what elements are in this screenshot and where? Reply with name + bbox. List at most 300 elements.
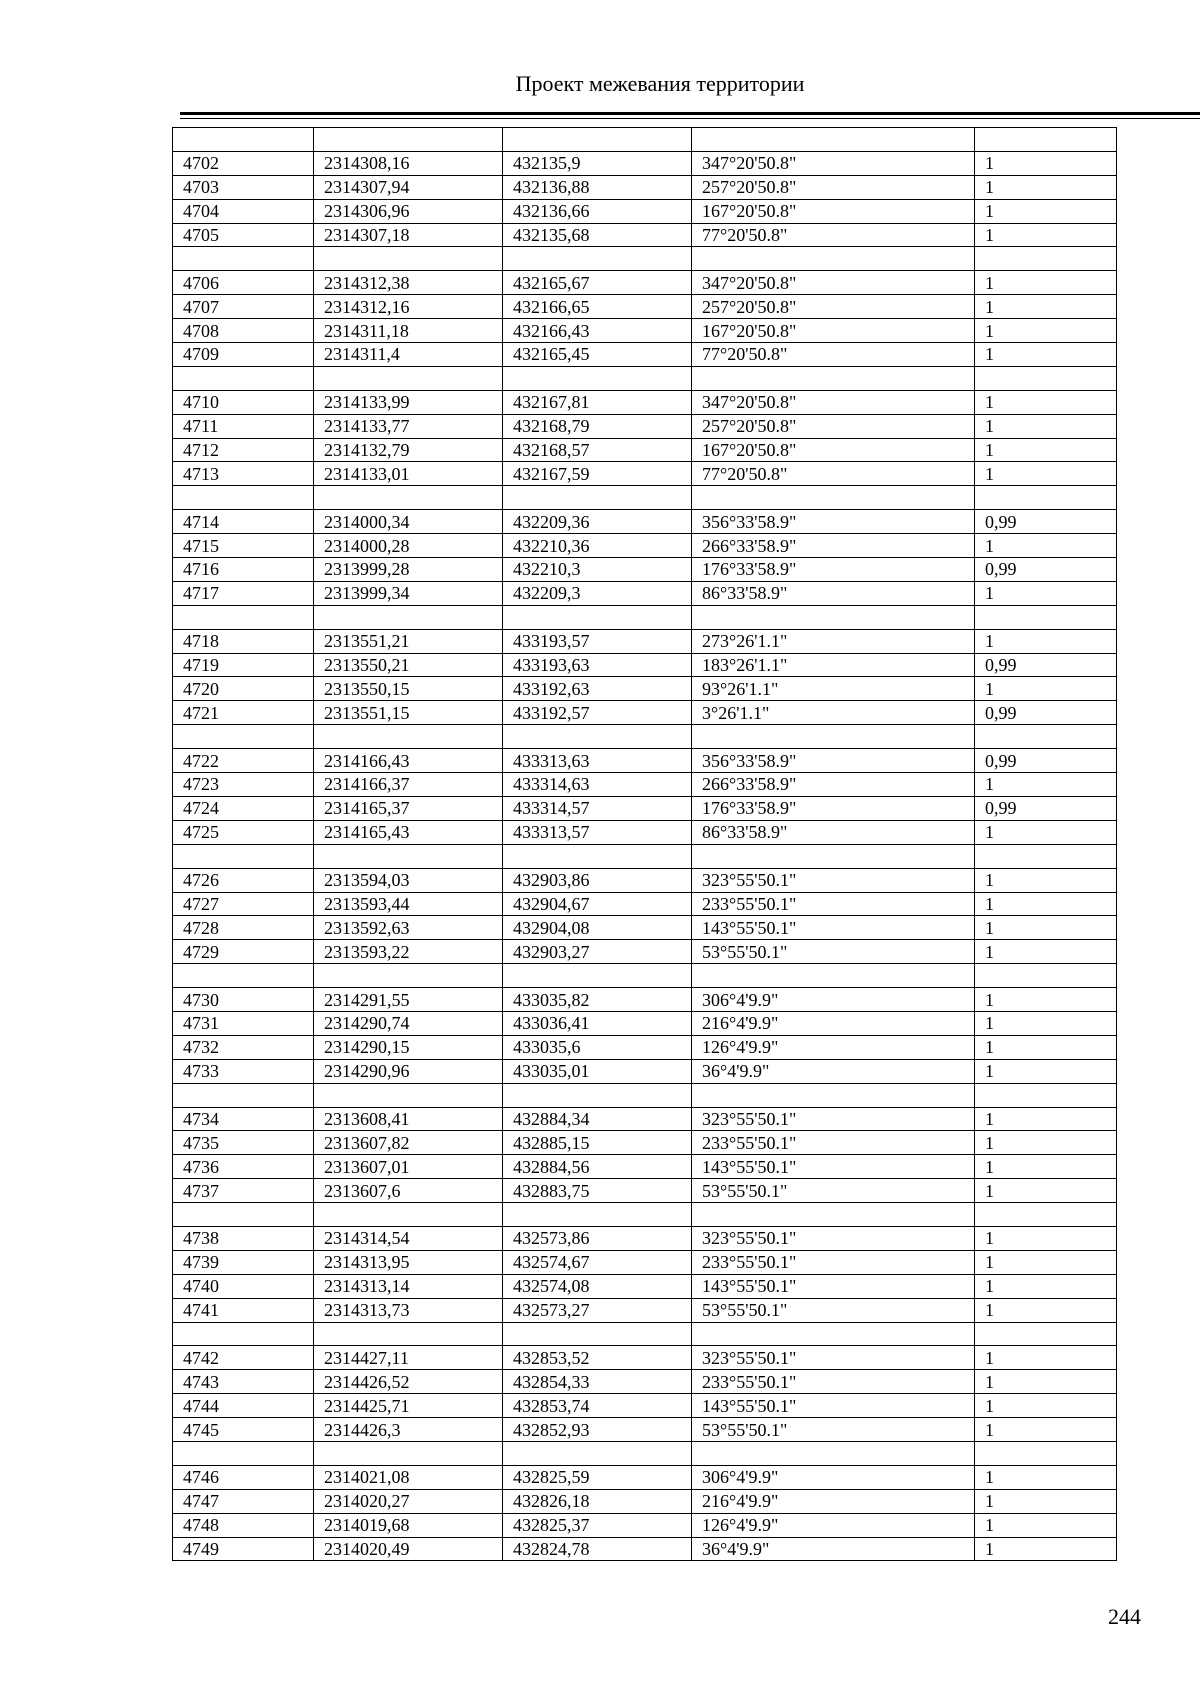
direction-angle-cell: 257°20'50.8" bbox=[692, 414, 975, 438]
point-number-cell: 4736 bbox=[173, 1155, 314, 1179]
direction-angle-cell: 53°55'50.1" bbox=[692, 1179, 975, 1203]
point-number-cell bbox=[173, 486, 314, 510]
table-row bbox=[173, 1513, 1117, 1537]
x-coordinate-cell: 2314000,28 bbox=[314, 534, 503, 558]
y-coordinate-cell: 432904,08 bbox=[503, 916, 692, 940]
y-coordinate-cell: 432574,67 bbox=[503, 1250, 692, 1274]
table-row bbox=[173, 1489, 1117, 1513]
point-number-cell: 4749 bbox=[173, 1537, 314, 1561]
x-coordinate-cell bbox=[314, 844, 503, 868]
point-number-cell bbox=[173, 128, 314, 152]
point-number-cell bbox=[173, 1203, 314, 1227]
direction-angle-cell: 356°33'58.9" bbox=[692, 510, 975, 534]
distance-cell: 1 bbox=[975, 1011, 1117, 1035]
table-row bbox=[173, 868, 1117, 892]
distance-cell bbox=[975, 605, 1117, 629]
table-row bbox=[173, 1298, 1117, 1322]
x-coordinate-cell: 2314426,3 bbox=[314, 1418, 503, 1442]
x-coordinate-cell: 2314290,15 bbox=[314, 1035, 503, 1059]
point-number-cell: 4710 bbox=[173, 390, 314, 414]
x-coordinate-cell: 2313999,28 bbox=[314, 558, 503, 582]
direction-angle-cell bbox=[692, 725, 975, 749]
table-row bbox=[173, 892, 1117, 916]
distance-cell: 1 bbox=[975, 1059, 1117, 1083]
point-number-cell: 4746 bbox=[173, 1465, 314, 1489]
table-row bbox=[173, 1274, 1117, 1298]
direction-angle-cell bbox=[692, 1441, 975, 1465]
direction-angle-cell: 257°20'50.8" bbox=[692, 175, 975, 199]
y-coordinate-cell bbox=[503, 128, 692, 152]
y-coordinate-cell: 432168,79 bbox=[503, 414, 692, 438]
y-coordinate-cell: 433314,63 bbox=[503, 773, 692, 797]
distance-cell: 1 bbox=[975, 343, 1117, 367]
table-row bbox=[173, 414, 1117, 438]
direction-angle-cell: 323°55'50.1" bbox=[692, 1226, 975, 1250]
direction-angle-cell: 347°20'50.8" bbox=[692, 390, 975, 414]
y-coordinate-cell bbox=[503, 844, 692, 868]
point-number-cell: 4728 bbox=[173, 916, 314, 940]
direction-angle-cell: 167°20'50.8" bbox=[692, 438, 975, 462]
y-coordinate-cell: 432135,9 bbox=[503, 151, 692, 175]
page-number: 244 bbox=[1108, 1604, 1141, 1629]
point-number-cell: 4735 bbox=[173, 1131, 314, 1155]
distance-cell bbox=[975, 1083, 1117, 1107]
point-number-cell: 4704 bbox=[173, 199, 314, 223]
distance-cell: 1 bbox=[975, 1489, 1117, 1513]
y-coordinate-cell: 432573,86 bbox=[503, 1226, 692, 1250]
y-coordinate-cell: 432166,65 bbox=[503, 295, 692, 319]
table-row bbox=[173, 677, 1117, 701]
y-coordinate-cell: 432136,66 bbox=[503, 199, 692, 223]
direction-angle-cell: 356°33'58.9" bbox=[692, 749, 975, 773]
point-number-cell: 4721 bbox=[173, 701, 314, 725]
coordinates-table-body bbox=[173, 128, 1117, 1561]
x-coordinate-cell bbox=[314, 1322, 503, 1346]
y-coordinate-cell bbox=[503, 1441, 692, 1465]
direction-angle-cell: 176°33'58.9" bbox=[692, 796, 975, 820]
separator-row bbox=[173, 964, 1117, 988]
y-coordinate-cell: 432903,86 bbox=[503, 868, 692, 892]
x-coordinate-cell: 2314314,54 bbox=[314, 1226, 503, 1250]
table-row bbox=[173, 1250, 1117, 1274]
point-number-cell: 4722 bbox=[173, 749, 314, 773]
table-row bbox=[173, 1465, 1117, 1489]
y-coordinate-cell bbox=[503, 247, 692, 271]
x-coordinate-cell: 2313607,6 bbox=[314, 1179, 503, 1203]
direction-angle-cell: 323°55'50.1" bbox=[692, 1107, 975, 1131]
x-coordinate-cell: 2314133,99 bbox=[314, 390, 503, 414]
direction-angle-cell: 36°4'9.9" bbox=[692, 1537, 975, 1561]
direction-angle-cell: 77°20'50.8" bbox=[692, 343, 975, 367]
point-number-cell: 4719 bbox=[173, 653, 314, 677]
table-row bbox=[173, 1011, 1117, 1035]
separator-row bbox=[173, 366, 1117, 390]
table-row bbox=[173, 558, 1117, 582]
x-coordinate-cell: 2314019,68 bbox=[314, 1513, 503, 1537]
y-coordinate-cell: 432573,27 bbox=[503, 1298, 692, 1322]
point-number-cell: 4726 bbox=[173, 868, 314, 892]
x-coordinate-cell: 2313607,82 bbox=[314, 1131, 503, 1155]
point-number-cell: 4713 bbox=[173, 462, 314, 486]
separator-row bbox=[173, 605, 1117, 629]
distance-cell: 0,99 bbox=[975, 558, 1117, 582]
y-coordinate-cell: 432824,78 bbox=[503, 1537, 692, 1561]
x-coordinate-cell: 2313592,63 bbox=[314, 916, 503, 940]
point-number-cell: 4742 bbox=[173, 1346, 314, 1370]
x-coordinate-cell: 2313593,22 bbox=[314, 940, 503, 964]
distance-cell bbox=[975, 1441, 1117, 1465]
direction-angle-cell: 233°55'50.1" bbox=[692, 892, 975, 916]
point-number-cell: 4739 bbox=[173, 1250, 314, 1274]
y-coordinate-cell: 433313,57 bbox=[503, 820, 692, 844]
x-coordinate-cell: 2314132,79 bbox=[314, 438, 503, 462]
x-coordinate-cell: 2314307,18 bbox=[314, 223, 503, 247]
distance-cell bbox=[975, 1322, 1117, 1346]
y-coordinate-cell: 432903,27 bbox=[503, 940, 692, 964]
point-number-cell: 4716 bbox=[173, 558, 314, 582]
y-coordinate-cell bbox=[503, 1203, 692, 1227]
distance-cell: 1 bbox=[975, 1394, 1117, 1418]
distance-cell bbox=[975, 1203, 1117, 1227]
separator-row bbox=[173, 725, 1117, 749]
table-row bbox=[173, 701, 1117, 725]
table-row bbox=[173, 1107, 1117, 1131]
point-number-cell: 4702 bbox=[173, 151, 314, 175]
x-coordinate-cell: 2314290,74 bbox=[314, 1011, 503, 1035]
point-number-cell bbox=[173, 366, 314, 390]
table-row bbox=[173, 462, 1117, 486]
distance-cell: 1 bbox=[975, 1513, 1117, 1537]
point-number-cell bbox=[173, 1441, 314, 1465]
x-coordinate-cell: 2313550,15 bbox=[314, 677, 503, 701]
x-coordinate-cell: 2314313,14 bbox=[314, 1274, 503, 1298]
x-coordinate-cell: 2314166,43 bbox=[314, 749, 503, 773]
point-number-cell: 4705 bbox=[173, 223, 314, 247]
direction-angle-cell: 143°55'50.1" bbox=[692, 916, 975, 940]
direction-angle-cell: 323°55'50.1" bbox=[692, 1346, 975, 1370]
direction-angle-cell bbox=[692, 605, 975, 629]
distance-cell: 1 bbox=[975, 1346, 1117, 1370]
separator-row bbox=[173, 1083, 1117, 1107]
direction-angle-cell: 266°33'58.9" bbox=[692, 773, 975, 797]
table-row bbox=[173, 1155, 1117, 1179]
x-coordinate-cell: 2313607,01 bbox=[314, 1155, 503, 1179]
y-coordinate-cell: 432209,3 bbox=[503, 581, 692, 605]
y-coordinate-cell: 432209,36 bbox=[503, 510, 692, 534]
x-coordinate-cell bbox=[314, 725, 503, 749]
distance-cell bbox=[975, 964, 1117, 988]
distance-cell: 1 bbox=[975, 868, 1117, 892]
x-coordinate-cell: 2313594,03 bbox=[314, 868, 503, 892]
direction-angle-cell: 183°26'1.1" bbox=[692, 653, 975, 677]
y-coordinate-cell: 433192,57 bbox=[503, 701, 692, 725]
distance-cell: 1 bbox=[975, 319, 1117, 343]
distance-cell: 1 bbox=[975, 1537, 1117, 1561]
table-row bbox=[173, 653, 1117, 677]
x-coordinate-cell: 2314290,96 bbox=[314, 1059, 503, 1083]
y-coordinate-cell: 432166,43 bbox=[503, 319, 692, 343]
x-coordinate-cell: 2314021,08 bbox=[314, 1465, 503, 1489]
distance-cell: 1 bbox=[975, 581, 1117, 605]
y-coordinate-cell: 433192,63 bbox=[503, 677, 692, 701]
page-header-title: Проект межевания территории bbox=[515, 71, 805, 96]
distance-cell bbox=[975, 128, 1117, 152]
point-number-cell bbox=[173, 605, 314, 629]
x-coordinate-cell: 2314425,71 bbox=[314, 1394, 503, 1418]
point-number-cell: 4738 bbox=[173, 1226, 314, 1250]
table-row bbox=[173, 916, 1117, 940]
point-number-cell: 4741 bbox=[173, 1298, 314, 1322]
direction-angle-cell bbox=[692, 844, 975, 868]
direction-angle-cell: 143°55'50.1" bbox=[692, 1274, 975, 1298]
direction-angle-cell: 86°33'58.9" bbox=[692, 820, 975, 844]
separator-row bbox=[173, 486, 1117, 510]
distance-cell: 1 bbox=[975, 1250, 1117, 1274]
direction-angle-cell: 216°4'9.9" bbox=[692, 1489, 975, 1513]
direction-angle-cell: 167°20'50.8" bbox=[692, 199, 975, 223]
x-coordinate-cell bbox=[314, 247, 503, 271]
y-coordinate-cell: 432210,36 bbox=[503, 534, 692, 558]
point-number-cell: 4729 bbox=[173, 940, 314, 964]
table-row bbox=[173, 581, 1117, 605]
y-coordinate-cell bbox=[503, 964, 692, 988]
header-rule-thin bbox=[180, 118, 1200, 119]
separator-row bbox=[173, 1203, 1117, 1227]
table-row bbox=[173, 1179, 1117, 1203]
distance-cell: 1 bbox=[975, 223, 1117, 247]
table-row bbox=[173, 1131, 1117, 1155]
point-number-cell: 4727 bbox=[173, 892, 314, 916]
direction-angle-cell: 77°20'50.8" bbox=[692, 462, 975, 486]
point-number-cell: 4709 bbox=[173, 343, 314, 367]
direction-angle-cell: 143°55'50.1" bbox=[692, 1394, 975, 1418]
direction-angle-cell: 176°33'58.9" bbox=[692, 558, 975, 582]
x-coordinate-cell: 2313593,44 bbox=[314, 892, 503, 916]
direction-angle-cell: 53°55'50.1" bbox=[692, 1298, 975, 1322]
point-number-cell: 4714 bbox=[173, 510, 314, 534]
distance-cell bbox=[975, 844, 1117, 868]
table-row bbox=[173, 940, 1117, 964]
point-number-cell: 4740 bbox=[173, 1274, 314, 1298]
x-coordinate-cell bbox=[314, 1083, 503, 1107]
table-row bbox=[173, 1537, 1117, 1561]
direction-angle-cell: 167°20'50.8" bbox=[692, 319, 975, 343]
point-number-cell bbox=[173, 1083, 314, 1107]
point-number-cell: 4724 bbox=[173, 796, 314, 820]
y-coordinate-cell bbox=[503, 605, 692, 629]
point-number-cell: 4717 bbox=[173, 581, 314, 605]
direction-angle-cell bbox=[692, 1083, 975, 1107]
y-coordinate-cell bbox=[503, 1322, 692, 1346]
distance-cell: 0,99 bbox=[975, 749, 1117, 773]
direction-angle-cell bbox=[692, 366, 975, 390]
point-number-cell: 4737 bbox=[173, 1179, 314, 1203]
point-number-cell bbox=[173, 725, 314, 749]
distance-cell: 1 bbox=[975, 151, 1117, 175]
direction-angle-cell bbox=[692, 128, 975, 152]
distance-cell: 0,99 bbox=[975, 653, 1117, 677]
distance-cell: 1 bbox=[975, 1226, 1117, 1250]
distance-cell: 1 bbox=[975, 175, 1117, 199]
x-coordinate-cell bbox=[314, 964, 503, 988]
distance-cell: 1 bbox=[975, 916, 1117, 940]
point-number-cell: 4725 bbox=[173, 820, 314, 844]
table-row bbox=[173, 629, 1117, 653]
distance-cell: 0,99 bbox=[975, 796, 1117, 820]
y-coordinate-cell: 433193,63 bbox=[503, 653, 692, 677]
coordinates-table bbox=[172, 127, 1117, 1561]
distance-cell: 1 bbox=[975, 1370, 1117, 1394]
distance-cell bbox=[975, 366, 1117, 390]
direction-angle-cell: 143°55'50.1" bbox=[692, 1155, 975, 1179]
point-number-cell: 4707 bbox=[173, 295, 314, 319]
table-row bbox=[173, 1346, 1117, 1370]
x-coordinate-cell: 2314291,55 bbox=[314, 988, 503, 1012]
y-coordinate-cell: 432136,88 bbox=[503, 175, 692, 199]
y-coordinate-cell: 432884,56 bbox=[503, 1155, 692, 1179]
direction-angle-cell bbox=[692, 1322, 975, 1346]
distance-cell: 1 bbox=[975, 1155, 1117, 1179]
table-row bbox=[173, 438, 1117, 462]
table-row bbox=[173, 1394, 1117, 1418]
direction-angle-cell: 36°4'9.9" bbox=[692, 1059, 975, 1083]
direction-angle-cell: 306°4'9.9" bbox=[692, 988, 975, 1012]
y-coordinate-cell: 432165,67 bbox=[503, 271, 692, 295]
x-coordinate-cell: 2314307,94 bbox=[314, 175, 503, 199]
distance-cell: 1 bbox=[975, 295, 1117, 319]
y-coordinate-cell: 432167,81 bbox=[503, 390, 692, 414]
direction-angle-cell: 53°55'50.1" bbox=[692, 1418, 975, 1442]
direction-angle-cell: 273°26'1.1" bbox=[692, 629, 975, 653]
x-coordinate-cell: 2314311,4 bbox=[314, 343, 503, 367]
direction-angle-cell: 306°4'9.9" bbox=[692, 1465, 975, 1489]
direction-angle-cell: 53°55'50.1" bbox=[692, 940, 975, 964]
distance-cell: 1 bbox=[975, 462, 1117, 486]
point-number-cell: 4732 bbox=[173, 1035, 314, 1059]
direction-angle-cell: 3°26'1.1" bbox=[692, 701, 975, 725]
table-row bbox=[173, 175, 1117, 199]
table-row bbox=[173, 295, 1117, 319]
direction-angle-cell: 233°55'50.1" bbox=[692, 1131, 975, 1155]
distance-cell: 1 bbox=[975, 534, 1117, 558]
y-coordinate-cell: 432825,37 bbox=[503, 1513, 692, 1537]
y-coordinate-cell: 433314,57 bbox=[503, 796, 692, 820]
distance-cell bbox=[975, 486, 1117, 510]
y-coordinate-cell bbox=[503, 725, 692, 749]
table-row bbox=[173, 199, 1117, 223]
distance-cell bbox=[975, 247, 1117, 271]
point-number-cell: 4748 bbox=[173, 1513, 314, 1537]
x-coordinate-cell bbox=[314, 1203, 503, 1227]
point-number-cell: 4703 bbox=[173, 175, 314, 199]
y-coordinate-cell bbox=[503, 1083, 692, 1107]
y-coordinate-cell: 432168,57 bbox=[503, 438, 692, 462]
direction-angle-cell: 233°55'50.1" bbox=[692, 1370, 975, 1394]
distance-cell bbox=[975, 725, 1117, 749]
table-row bbox=[173, 773, 1117, 797]
x-coordinate-cell: 2314311,18 bbox=[314, 319, 503, 343]
y-coordinate-cell: 432854,33 bbox=[503, 1370, 692, 1394]
x-coordinate-cell: 2313550,21 bbox=[314, 653, 503, 677]
x-coordinate-cell: 2313551,21 bbox=[314, 629, 503, 653]
direction-angle-cell: 233°55'50.1" bbox=[692, 1250, 975, 1274]
point-number-cell: 4718 bbox=[173, 629, 314, 653]
x-coordinate-cell: 2314306,96 bbox=[314, 199, 503, 223]
y-coordinate-cell: 432165,45 bbox=[503, 343, 692, 367]
distance-cell: 1 bbox=[975, 892, 1117, 916]
y-coordinate-cell: 433313,63 bbox=[503, 749, 692, 773]
point-number-cell: 4731 bbox=[173, 1011, 314, 1035]
point-number-cell: 4743 bbox=[173, 1370, 314, 1394]
point-number-cell: 4706 bbox=[173, 271, 314, 295]
point-number-cell bbox=[173, 1322, 314, 1346]
point-number-cell: 4711 bbox=[173, 414, 314, 438]
separator-row bbox=[173, 844, 1117, 868]
separator-row bbox=[173, 247, 1117, 271]
x-coordinate-cell: 2314165,37 bbox=[314, 796, 503, 820]
distance-cell: 1 bbox=[975, 629, 1117, 653]
y-coordinate-cell: 433036,41 bbox=[503, 1011, 692, 1035]
x-coordinate-cell bbox=[314, 366, 503, 390]
x-coordinate-cell: 2313608,41 bbox=[314, 1107, 503, 1131]
y-coordinate-cell: 433193,57 bbox=[503, 629, 692, 653]
table-row bbox=[173, 390, 1117, 414]
table-row bbox=[173, 1059, 1117, 1083]
direction-angle-cell bbox=[692, 247, 975, 271]
distance-cell: 0,99 bbox=[975, 510, 1117, 534]
table-row bbox=[173, 749, 1117, 773]
x-coordinate-cell: 2314308,16 bbox=[314, 151, 503, 175]
x-coordinate-cell: 2313999,34 bbox=[314, 581, 503, 605]
point-number-cell: 4715 bbox=[173, 534, 314, 558]
y-coordinate-cell: 432852,93 bbox=[503, 1418, 692, 1442]
direction-angle-cell: 77°20'50.8" bbox=[692, 223, 975, 247]
x-coordinate-cell: 2314133,77 bbox=[314, 414, 503, 438]
y-coordinate-cell: 432904,67 bbox=[503, 892, 692, 916]
y-coordinate-cell bbox=[503, 486, 692, 510]
y-coordinate-cell: 433035,82 bbox=[503, 988, 692, 1012]
table-row bbox=[173, 319, 1117, 343]
direction-angle-cell: 93°26'1.1" bbox=[692, 677, 975, 701]
y-coordinate-cell: 432853,74 bbox=[503, 1394, 692, 1418]
point-number-cell: 4744 bbox=[173, 1394, 314, 1418]
direction-angle-cell: 257°20'50.8" bbox=[692, 295, 975, 319]
table-row bbox=[173, 1035, 1117, 1059]
y-coordinate-cell: 432883,75 bbox=[503, 1179, 692, 1203]
y-coordinate-cell: 432167,59 bbox=[503, 462, 692, 486]
distance-cell: 1 bbox=[975, 940, 1117, 964]
direction-angle-cell: 126°4'9.9" bbox=[692, 1035, 975, 1059]
y-coordinate-cell bbox=[503, 366, 692, 390]
point-number-cell: 4734 bbox=[173, 1107, 314, 1131]
point-number-cell: 4733 bbox=[173, 1059, 314, 1083]
point-number-cell: 4708 bbox=[173, 319, 314, 343]
point-number-cell: 4747 bbox=[173, 1489, 314, 1513]
direction-angle-cell bbox=[692, 486, 975, 510]
table-row bbox=[173, 1370, 1117, 1394]
x-coordinate-cell: 2314000,34 bbox=[314, 510, 503, 534]
x-coordinate-cell: 2314020,27 bbox=[314, 1489, 503, 1513]
direction-angle-cell: 216°4'9.9" bbox=[692, 1011, 975, 1035]
y-coordinate-cell: 432825,59 bbox=[503, 1465, 692, 1489]
distance-cell: 1 bbox=[975, 271, 1117, 295]
x-coordinate-cell: 2314426,52 bbox=[314, 1370, 503, 1394]
point-number-cell bbox=[173, 964, 314, 988]
point-number-cell: 4712 bbox=[173, 438, 314, 462]
separator-row bbox=[173, 1441, 1117, 1465]
distance-cell: 1 bbox=[975, 438, 1117, 462]
distance-cell: 1 bbox=[975, 199, 1117, 223]
